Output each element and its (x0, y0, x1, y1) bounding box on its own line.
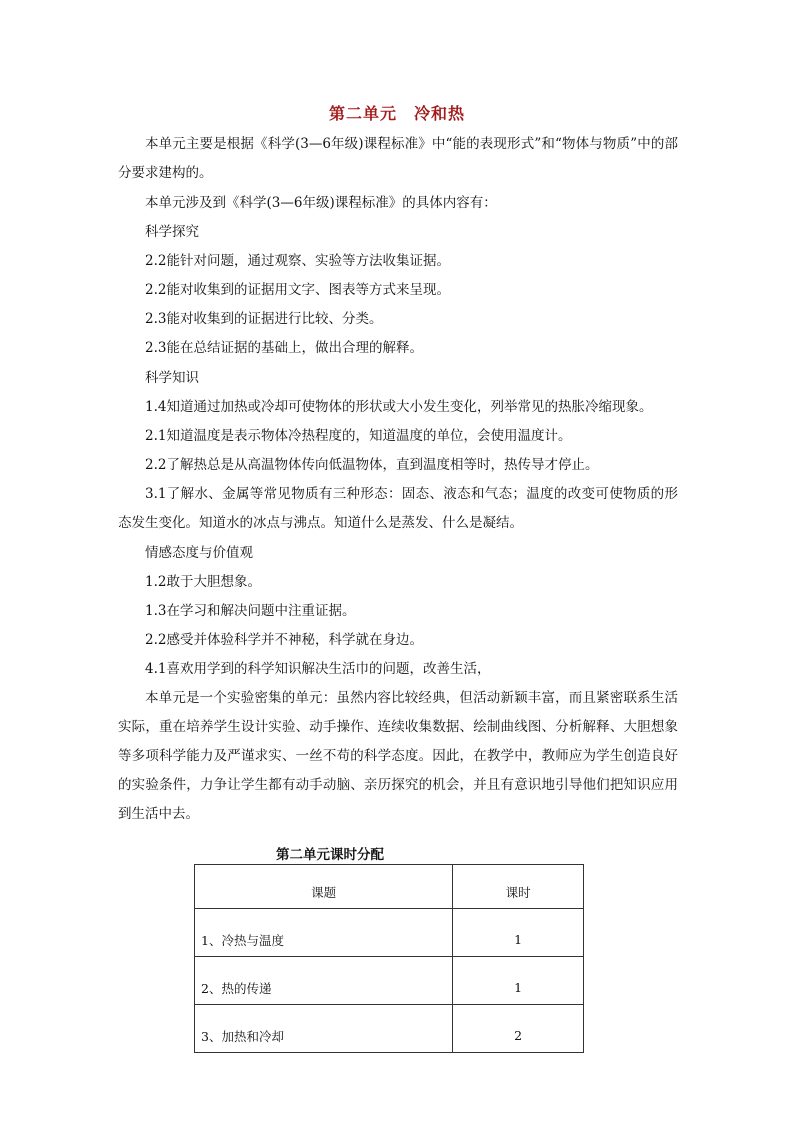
list-item: 1.2敢于大胆想象。 (145, 574, 261, 590)
section-heading-inquiry: 科学探究 (145, 224, 199, 240)
intro-paragraph: 本单元主要是根据《科学(3—6年级)课程标准》中“能的表现形式”和“物体与物质”中的部分要求建构的。 (118, 136, 678, 181)
list-item: 4.1喜欢用学到的科学知识解决生活巾的问题，改善生活， (145, 661, 491, 677)
list-item: 1.4知道通过加热或冷却可使物体的形状或大小发生变化，列举常见的热胀冷缩现象。 (145, 399, 653, 415)
intro-content-line: 本单元涉及到《科学(3—6年级)课程标准》的具体内容有： (145, 195, 497, 211)
table-title: 第二单元课时分配 (276, 847, 384, 863)
list-item: 2.2感受并体验科学并不神秘，科学就在身边。 (145, 632, 423, 648)
summary-paragraph: 本单元是一个实验密集的单元：虽然内容比较经典，但活动新颖丰富，而且紧密联系生活实际，重在培养学生设计实验、动手操作、连续收集数据、绘制曲线图、分析解释、大胆想象等多项科学能力及严谨求实、一丝不苟的科学态度。因此，在教学中，教师应为学生创造良好的实验条件，力争让学生都有动手动脑、亲历探究的机会，并且有意识地引导他们把知识应用到生活中去。 (118, 690, 678, 822)
list-item: 2.1知道温度是表示物体冷热程度的，知道温度的单位，会使用温度计。 (145, 428, 572, 444)
list-item: 1.3在学习和解决问题中注重证据。 (145, 603, 356, 619)
list-item: 2.3能在总结证据的基础上，做出合理的解释。 (145, 340, 423, 356)
table-row (195, 909, 584, 957)
lesson-allocation-table (194, 864, 584, 1053)
periods-cell: 2 (453, 1005, 584, 1053)
list-item: 3.1了解水、金属等常见物质有三种形态：固态、液态和气态；温度的改变可使物质的形态发生变化。知道水的冰点与沸点。知道什么是蒸发、什么是凝结。 (118, 486, 678, 531)
table-header-row (195, 865, 584, 909)
table-row (195, 1005, 584, 1053)
periods-cell: 1 (453, 957, 584, 1005)
table-row (195, 957, 584, 1005)
topic-cell: 1、冷热与温度 (195, 909, 453, 957)
column-header-topic: 课题 (195, 865, 453, 909)
list-item: 2.3能对收集到的证据进行比较、分类。 (145, 311, 383, 327)
list-item: 2.2能针对问题，通过观察、实验等方法收集证据。 (145, 253, 450, 269)
periods-cell: 1 (453, 909, 584, 957)
list-item: 2.2了解热总是从高温物体传向低温物体，直到温度相等时，热传导才停止。 (145, 457, 599, 473)
page-title: 第二单元 冷和热 (328, 104, 465, 123)
list-item: 2.2能对收集到的证据用文字、图表等方式来呈现。 (145, 282, 450, 298)
topic-cell: 2、热的传递 (195, 957, 453, 1005)
section-heading-knowledge: 科学知识 (145, 370, 199, 386)
topic-cell: 3、加热和冷却 (195, 1005, 453, 1053)
column-header-periods: 课时 (453, 865, 584, 909)
section-heading-attitude: 情感态度与价值观 (145, 545, 253, 561)
